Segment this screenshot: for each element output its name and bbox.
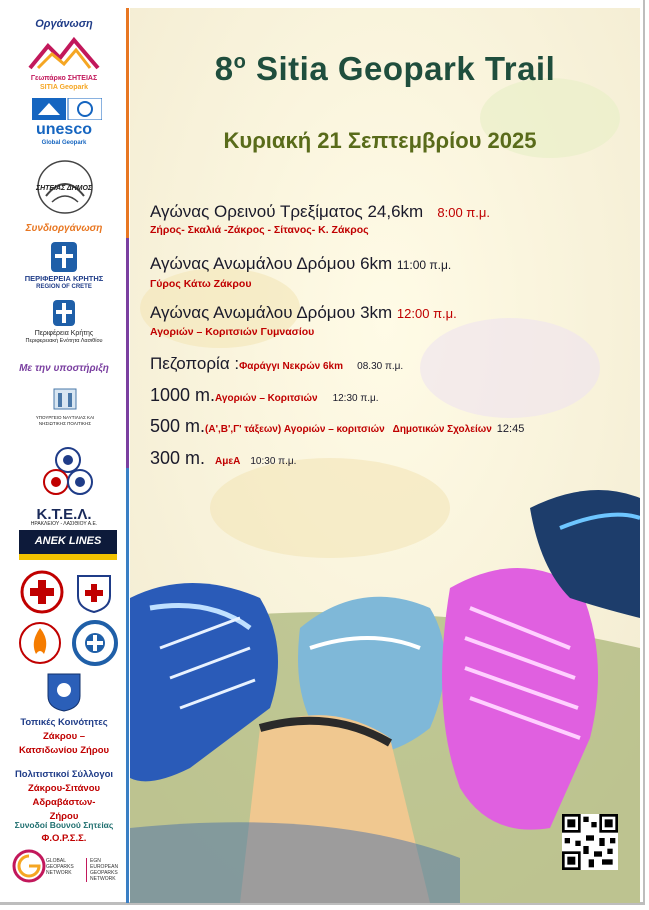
- event-3-time: 12:00 π.μ.: [396, 306, 457, 321]
- ggn-text: GLOBAL GEOPARKS NETWORK: [46, 858, 74, 876]
- event-6-time: 12:45: [496, 423, 525, 435]
- local-communities-heading: Τοπικές Κοινότητες: [20, 717, 108, 728]
- co-organization-heading: Συνδιοργάνωση: [25, 223, 103, 234]
- crete-unit-emblem-icon: [52, 299, 76, 327]
- event-6-detail: (Α',Β',Γ' τάξεων) Αγοριών – κοριτσιών Δημοτικών Σχολείων: [205, 424, 492, 435]
- title-number: 8: [214, 50, 234, 87]
- crete-unit-text: Περιφέρεια Κρήτης: [34, 330, 94, 337]
- stripe-purple: [126, 238, 129, 468]
- event-4-detail: Φαράγγι Νεκρών 6km: [239, 361, 343, 372]
- crete-region-emblem-icon: [50, 241, 78, 273]
- qr-code-icon[interactable]: [562, 814, 618, 870]
- geopark-text-1: Γεωπάρκο ΣΗΤΕΙΑΣ: [30, 75, 98, 82]
- stripe-orange: [126, 8, 129, 238]
- cultural-clubs-names: Ζάκρου-Σιτάνου Αδραβάστων- Ζήρου: [27, 783, 101, 822]
- local-communities-names: Ζάκρου – Κατσιδωνίου Ζήρου: [18, 731, 110, 756]
- crete-region-sub: REGION OF CRETE: [36, 284, 92, 290]
- organization-heading: Οργάνωση: [35, 18, 93, 30]
- event-5-detail: Αγοριών – Κοριτσιών: [215, 393, 318, 404]
- mountain-club: Συνοδοί Βουνού Σητείας: [14, 820, 114, 830]
- event-3-name: Αγώνας Ανωμάλου Δρόμου 3km: [150, 303, 393, 322]
- geopark-text-2: SITIA Geopark: [40, 84, 88, 91]
- ggn-logo-icon: [12, 846, 46, 886]
- ktel-sub: ΗΡΑΚΛΕΙΟΥ - ΛΑΣΙΘΙΟΥ Α.Ε.: [30, 521, 98, 527]
- sponsor-sidebar: [4, 8, 124, 903]
- forss: Φ.Ο.Ρ.Σ.Σ.: [41, 833, 87, 844]
- event-4-name: Πεζοπορία :: [150, 354, 240, 373]
- local-community-emblem-icon: [46, 672, 82, 712]
- event-7-detail: ΑμεΑ: [215, 456, 241, 467]
- crete-region-text: ΠΕΡΙΦΕΡΕΙΑ ΚΡΗΤΗΣ: [24, 274, 104, 283]
- event-5-time: 12:30 π.μ.: [332, 393, 379, 404]
- ministry-logo-icon: [50, 383, 80, 413]
- unesco-text: unesco: [35, 121, 92, 138]
- event-date: Κυριακή 21 Σεπτεμβρίου 2025: [223, 128, 537, 153]
- event-1-time: 8:00 π.μ.: [437, 205, 490, 220]
- event-5-name: 1000 m.: [150, 385, 216, 405]
- port-authority-logo-icon: [42, 446, 94, 498]
- red-cross-logo-icon: [20, 570, 64, 614]
- event-row-2: [150, 254, 451, 274]
- event-7-name: 300 m.: [150, 448, 206, 468]
- egn-text: EGN EUROPEAN GEOPARKS NETWORK: [86, 858, 126, 882]
- event-row-5: [150, 385, 379, 406]
- ktel-text: Κ.Τ.Ε.Λ.: [36, 506, 92, 523]
- event-2-name: Αγώνας Ανωμάλου Δρόμου 6km: [150, 254, 393, 273]
- event-row-6: [150, 416, 524, 437]
- support-heading: Με την υποστήριξη: [19, 363, 109, 374]
- unesco-logo-icon: [32, 98, 102, 120]
- poster-title: [170, 50, 600, 88]
- stripe-blue: [126, 468, 129, 903]
- event-1-name: Αγώνας Ορεινού Τρεξίματος 24,6km: [150, 202, 424, 221]
- event-row-4: [150, 354, 403, 374]
- police-logo-icon: [72, 620, 118, 666]
- event-7-time: 10:30 π.μ.: [250, 456, 297, 467]
- municipality-text: ΣΗΤΕΙΑΣ ΔΗΜΟΣ: [35, 185, 93, 192]
- event-3-route: Αγοριών – Κοριτσιών Γυμνασίου: [150, 326, 315, 338]
- sitia-geopark-logo: [26, 36, 102, 72]
- event-2-time: 11:00 π.μ.: [396, 258, 452, 272]
- fire-service-logo-icon: [18, 620, 62, 666]
- ministry-text: ΥΠΟΥΡΓΕΙΟ ΝΑΥΤΙΛΙΑΣ ΚΑΙ ΝΗΣΙΩΤΙΚΗΣ ΠΟΛΙΤΙΚΗΣ: [35, 415, 95, 426]
- title-superscript: ο: [233, 51, 247, 73]
- anek-lines-logo: [19, 530, 117, 560]
- event-4-time: 08.30 π.μ.: [357, 361, 404, 372]
- crete-unit-sub: Περιφερειακή Ενότητα Λασιθίου: [25, 338, 103, 344]
- title-text: Sitia Geopark Trail: [255, 50, 556, 87]
- event-poster: [130, 8, 640, 903]
- event-2-route: Γύρος Κάτω Ζάκρου: [150, 278, 252, 290]
- medical-association-logo-icon: [74, 572, 114, 614]
- event-6-name: 500 m.: [150, 416, 206, 436]
- cultural-clubs-heading: Πολιτιστικοί Σύλλογοι: [14, 769, 114, 780]
- event-row-3: [150, 303, 457, 323]
- event-1-route: Ζήρος- Σκαλιά -Ζάκρος - Σίτανος- Κ. Ζάκρος: [150, 224, 369, 236]
- anek-text: ANEK LINES: [34, 535, 102, 547]
- event-row-1: [150, 202, 490, 222]
- unesco-sub: Global Geopark: [41, 140, 87, 146]
- event-row-7: [150, 448, 296, 469]
